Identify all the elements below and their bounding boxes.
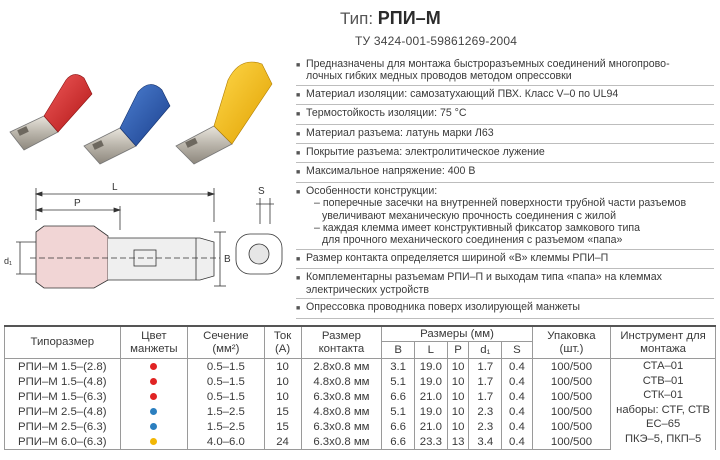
color-dot-icon [150,378,157,385]
cell-section: 0.5–1.5 [188,359,264,375]
spec-item-features [296,183,714,250]
spec-text: Предназначены для монтажа быстроразъемных соединений многопрово- [306,58,670,70]
cell-color [120,404,188,419]
table-row [5,404,716,419]
cell-b: 6.6 [382,434,415,450]
spec-text: Комплементарны разъемам РПИ–П и выходам типа «папа» на клеммах [306,271,662,284]
bullet-icon: ■ [296,130,301,138]
feature-item [306,197,714,222]
cell-contact: 2.8х0.8 мм [301,359,382,375]
tool-item: СТВ–01 [642,374,684,387]
product-table [4,325,716,450]
cell-s: 0.4 [502,389,533,404]
cell-current: 15 [264,404,301,419]
bullet-icon: ■ [296,62,301,69]
spec-list [296,56,714,319]
spec-text: Материал разъема: латунь марки Л63 [306,126,494,139]
col-size-p: P [447,342,469,359]
spec-item [296,299,714,318]
feature-line: увеличивают механическую прочность соединения с жилой [322,209,616,222]
cell-p: 10 [447,389,469,404]
cell-current: 15 [264,419,301,434]
cell-b: 5.1 [382,374,415,389]
cell-color [120,389,188,404]
col-current: Ток (А) [264,326,301,359]
cell-color [120,374,188,389]
product-photo [0,50,290,168]
feature-line: для прочного механического соединения с разъемом «папа» [322,234,623,247]
spec-item [296,163,714,182]
cell-b: 5.1 [382,404,415,419]
table-row [5,434,716,450]
cell-p: 10 [447,374,469,389]
col-section: Сечение (мм²) [188,326,264,359]
tool-item: ЕС–65 [645,418,681,431]
cell-section: 0.5–1.5 [188,374,264,389]
col-size-s: S [502,342,533,359]
cell-d1: 3.4 [469,434,502,450]
cell-model: РПИ–М 1.5–(6.3) [5,389,121,404]
spec-item [296,56,714,86]
cell-p: 10 [447,359,469,375]
feature-line: – поперечные засечки на внутренней поверхности трубной части разъемов [314,197,687,210]
standard-code: ТУ 3424-001-59861269-2004 [355,34,518,48]
cell-contact: 4.8х0.8 мм [301,374,382,389]
col-size-b: B [382,342,415,359]
cell-b: 6.6 [382,389,415,404]
dim-d1-label: d₁ [4,256,13,266]
cell-p: 10 [447,419,469,434]
cell-l: 21.0 [414,389,447,404]
cell-b: 3.1 [382,359,415,375]
cell-d1: 1.7 [469,359,502,375]
spec-text: Опрессовка проводника поверх изолирующей манжеты [306,301,580,314]
cell-pack: 100/500 [532,359,611,375]
cell-contact: 6.3х0.8 мм [301,434,382,450]
col-color: Цвет манжеты [120,326,188,359]
spec-text-cont: лочных гибких медных проводов методом опрессовки [306,70,572,83]
color-dot-icon [150,408,157,415]
cell-s: 0.4 [502,359,533,375]
cell-pack: 100/500 [532,374,611,389]
cell-model: РПИ–М 1.5–(2.8) [5,359,121,375]
cell-model: РПИ–М 1.5–(4.8) [5,374,121,389]
spec-item [296,86,714,105]
technical-drawing [0,180,290,308]
cell-model: РПИ–М 2.5–(4.8) [5,404,121,419]
cell-d1: 2.3 [469,419,502,434]
table-row [5,389,716,404]
cell-d1: 1.7 [469,374,502,389]
cell-d1: 2.3 [469,404,502,419]
bullet-icon: ■ [296,255,301,263]
bullet-icon: ■ [296,305,301,313]
cell-pack: 100/500 [532,404,611,419]
bullet-icon: ■ [296,111,301,119]
cell-current: 10 [264,374,301,389]
cell-p: 10 [447,404,469,419]
spec-text: Материал изоляции: самозатухающий ПВХ. Класс V–0 по UL94 [306,87,619,100]
table-row [5,359,716,375]
spec-text: Покрытие разъема: электролитическое лужение [306,146,545,159]
cell-contact: 6.3х0.8 мм [301,389,382,404]
yellow-terminal [176,62,272,164]
cell-s: 0.4 [502,404,533,419]
cell-l: 19.0 [414,359,447,375]
tool-item: СТА–01 [642,360,684,372]
table-row [5,419,716,434]
cell-s: 0.4 [502,434,533,450]
color-dot-icon [150,363,157,370]
cell-color [120,419,188,434]
cell-color [120,434,188,450]
cell-pack: 100/500 [532,419,611,434]
cell-pack: 100/500 [532,389,611,404]
cell-current: 10 [264,359,301,375]
color-dot-icon [150,423,157,430]
col-pack: Упаковка (шт.) [532,326,611,359]
feature-item [306,222,714,247]
product-type-title [340,8,441,29]
spec-item [296,144,714,163]
cell-section: 1.5–2.5 [188,404,264,419]
cell-tools [611,359,716,450]
color-dot-icon [150,393,157,400]
dim-s-label: S [258,186,265,197]
table-body [5,359,716,450]
spec-text: Особенности конструкции: [306,184,438,197]
type-label: Тип: [340,9,374,28]
spec-item [296,269,714,299]
cell-section: 0.5–1.5 [188,389,264,404]
col-tool: Инструмент для монтажа [611,326,716,359]
tool-item: ПКЭ–5, ПКП–5 [624,432,702,445]
spec-item [296,105,714,124]
bullet-icon: ■ [296,275,301,283]
spec-item [296,125,714,144]
cell-p: 13 [447,434,469,450]
cell-l: 19.0 [414,404,447,419]
cell-contact: 6.3х0.8 мм [301,419,382,434]
type-value: РПИ–М [377,8,441,28]
feature-line: – каждая клемма имеет конструктивный фиксатор замкового типа [314,222,641,235]
spec-text-cont: электрических устройств [306,283,429,296]
cell-d1: 1.7 [469,389,502,404]
bullet-icon: ■ [296,150,301,158]
spec-text: Размер контакта определяется шириной «В» клеммы РПИ–П [306,251,609,264]
col-size-d1: d₁ [469,342,502,359]
red-terminal [10,74,92,150]
col-contact: Размер контакта [301,326,382,359]
cell-l: 19.0 [414,374,447,389]
cell-model: РПИ–М 6.0–(6.3) [5,434,121,450]
col-model: Типоразмер [5,326,121,359]
cell-l: 21.0 [414,419,447,434]
bullet-icon: ■ [296,169,301,177]
dim-b-label: B [224,254,231,265]
bullet-icon: ■ [296,91,301,99]
col-size-l: L [414,342,447,359]
table-row [5,374,716,389]
cell-l: 23.3 [414,434,447,450]
cell-section: 1.5–2.5 [188,419,264,434]
spec-text: Максимальное напряжение: 400 В [306,165,476,178]
cell-current: 24 [264,434,301,450]
tool-item: наборы: СТF, СТВ [616,403,711,416]
col-sizes: Размеры (мм) [382,326,532,342]
blue-terminal [84,84,170,164]
cell-contact: 4.8х0.8 мм [301,404,382,419]
dim-l-label: L [112,182,118,193]
bullet-icon: ■ [296,188,301,196]
cell-s: 0.4 [502,374,533,389]
color-dot-icon [150,438,157,445]
spec-text: Термостойкость изоляции: 75 °С [306,107,467,120]
cell-color [120,359,188,375]
cell-pack: 100/500 [532,434,611,450]
cell-s: 0.4 [502,419,533,434]
dim-p-label: P [74,198,81,209]
cell-section: 4.0–6.0 [188,434,264,450]
cell-model: РПИ–М 2.5–(6.3) [5,419,121,434]
cell-b: 6.6 [382,419,415,434]
spec-item [296,250,714,269]
cell-current: 10 [264,389,301,404]
tool-item: СТК–01 [643,389,683,402]
